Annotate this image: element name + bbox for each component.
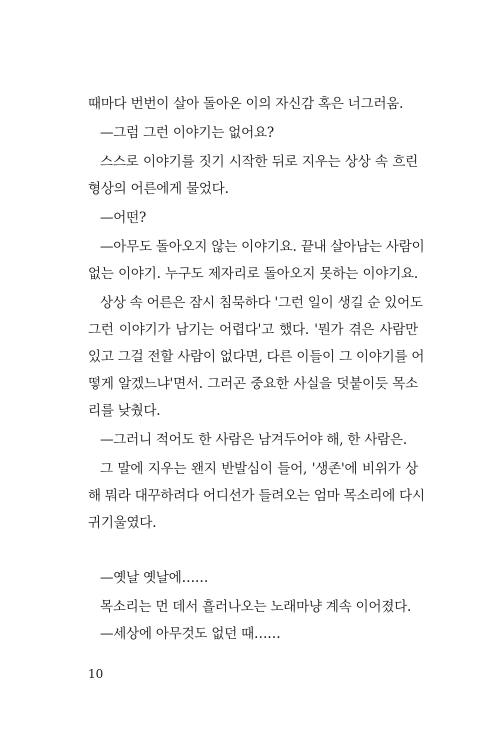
text-line-11: 떻게 알겠느냐'면서. 그러곤 중요한 사실을 덧붙이듯 목소 xyxy=(88,376,418,392)
text-line-14: 그 말에 지우는 왠지 반발심이 들어, '생존'에 비위가 상 xyxy=(100,461,418,477)
dialogue-line-6: —아무도 돌아오지 않는 이야기요. 끝내 살아남는 사람이 xyxy=(100,239,425,255)
dialogue-line-2: —그럼 그런 이야기는 없어요? xyxy=(100,125,274,141)
text-line-3: 스스로 이야기를 짓기 시작한 뒤로 지우는 상상 속 흐린 xyxy=(100,154,418,170)
dialogue-line-5: —어떤? xyxy=(100,210,147,226)
text-line-12: 리를 낮췄다. xyxy=(88,403,161,419)
text-line-16: 귀기울였다. xyxy=(88,515,157,531)
dialogue-line-13: —그러니 적어도 한 사람은 남겨두어야 해, 한 사람은. xyxy=(100,432,407,448)
text-line-10: 있고 그걸 전할 사람이 없다면, 다른 이들이 그 이야기를 어 xyxy=(88,349,425,365)
text-line-7: 없는 이야기. 누구도 제자리로 돌아오지 못하는 이야기요. xyxy=(88,266,418,282)
text-line-9: 그런 이야기가 남기는 어렵다'고 했다. '뭔가 겪은 사람만 xyxy=(88,322,418,338)
text-line-4: 형상의 어른에게 물었다. xyxy=(88,181,229,197)
page-number: 10 xyxy=(88,667,104,681)
dialogue-line-17: —옛날 옛날에…… xyxy=(100,570,209,586)
dialogue-line-19: —세상에 아무것도 없던 때…… xyxy=(100,626,281,642)
text-line-18: 목소리는 먼 데서 흘러나오는 노래마냥 계속 이어졌다. xyxy=(100,599,412,615)
text-line-8: 상상 속 어른은 잠시 침묵하다 '그런 일이 생길 순 있어도 xyxy=(100,295,423,311)
text-line-15: 해 뭐라 대꾸하려다 어디선가 들려오는 엄마 목소리에 다시 xyxy=(88,488,425,504)
text-line-1: 때마다 번번이 살아 돌아온 이의 자신감 혹은 너그러움. xyxy=(88,96,404,112)
